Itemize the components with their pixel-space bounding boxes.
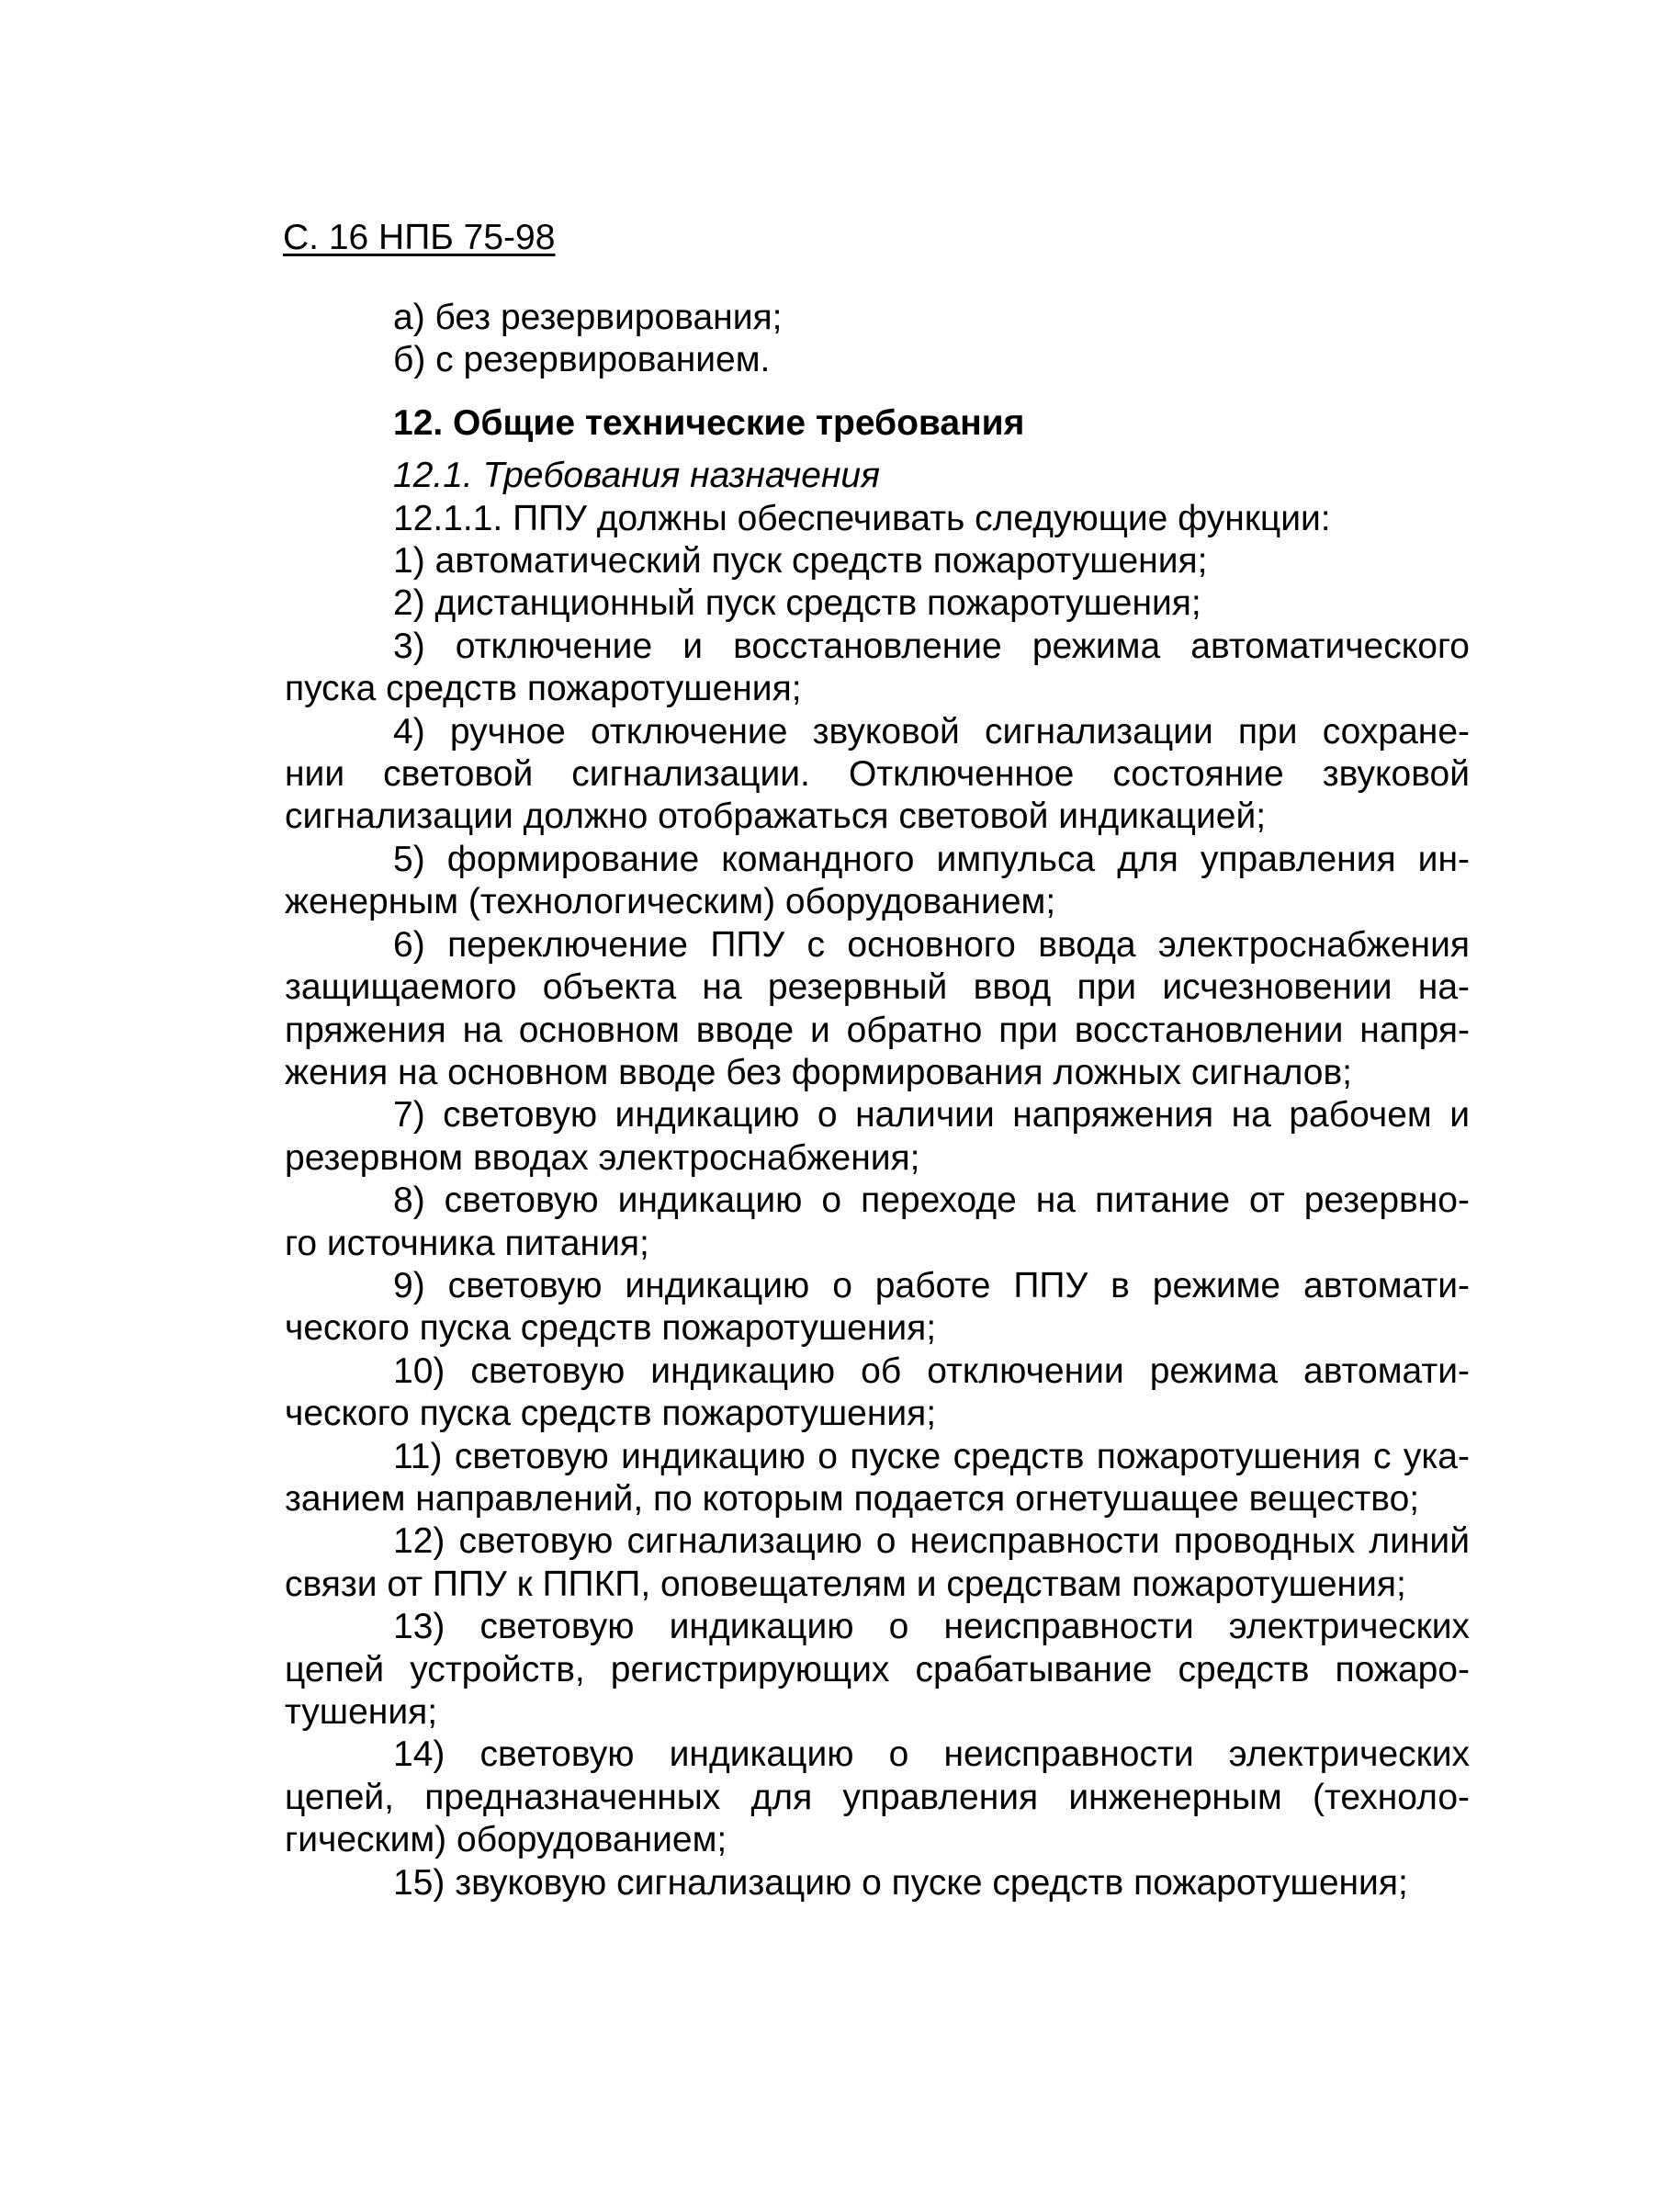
intro-item-a: а) без резервирования; [393,298,783,337]
list-item [285,1265,1470,1350]
list-item [285,839,1470,924]
function-list [285,540,1470,1904]
clause-text: 12.1.1. ППУ должны обеспечивать следующие функции: [393,498,1331,538]
list-item-line: 13) световую индикацию о неисправности электрических [393,1607,1470,1647]
list-item-line: 11) световую индикацию о пуске средств пожаротушения с ука- [393,1436,1470,1476]
list-item-line: 14) световую индикацию о неисправности электрических [393,1734,1470,1775]
list-item-line: ческого пуска средств пожаротушения; [285,1308,937,1349]
list-item-line: тушения; [285,1692,438,1732]
list-item-line: 12) световую сигнализацию о неисправности проводных линий [393,1521,1470,1562]
list-item [285,924,1470,1095]
page-header: С. 16 НПБ 75-98 [283,218,556,257]
list-item-line: сигнализации должно отображаться световой индикацией; [285,797,1267,837]
intro-item-b: б) с резервированием. [393,340,771,380]
list-item-line: го источника питания; [285,1223,649,1263]
list-item-line: защищаемого объекта на резервный ввод при исчезновении на- [285,967,1470,1008]
list-item [285,1094,1470,1180]
list-item-line: 4) ручное отключение звуковой сигнализации при сохране- [393,711,1470,751]
list-item [285,1350,1470,1436]
list-item [285,1180,1470,1265]
list-item-line: пряжения на основном вводе и обратно при восстановлении напря- [285,1010,1470,1050]
document-body [285,297,1470,1904]
list-item-line: цепей, предназначенных для управления инженерным (техноло- [285,1777,1470,1817]
list-item [285,1862,1470,1904]
list-item-line: жения на основном вводе без формирования ложных сигналов; [285,1052,1353,1092]
list-item-line: 7) световую индикацию о наличии напряжения на рабочем и [393,1095,1470,1136]
list-item-line: пуска средств пожаротушения; [285,669,802,709]
list-item-line: занием направлений, по которым подается огнетушащее вещество; [285,1478,1420,1519]
list-item [285,626,1470,711]
section-title: 12. Общие технические требования [393,402,1025,443]
list-item [285,1520,1470,1606]
list-item-line: 15) звуковую сигнализацию о пуске средств пожаротушения; [393,1862,1408,1903]
list-item-line: нии световой сигнализации. Отключенное состояние звуковой [285,754,1470,795]
list-item [285,1734,1470,1861]
list-item-line: 1) автоматический пуск средств пожаротушения; [393,541,1208,582]
list-item [285,711,1470,839]
list-item-line: 2) дистанционный пуск средств пожаротушения; [393,583,1201,624]
list-item-line: ческого пуска средств пожаротушения; [285,1394,937,1434]
list-item [285,582,1470,625]
list-item-line: цепей устройств, регистрирующих срабатывание средств пожаро- [285,1649,1470,1689]
list-item-line: 3) отключение и восстановление режима автоматического [393,626,1470,666]
list-item-line: 8) световую индикацию о переходе на питание от резервно- [393,1181,1470,1221]
list-item-line: связи от ППУ к ППКП, оповещателям и средствам пожаротушения; [285,1564,1406,1604]
list-item-line: резервном вводах электроснабжения; [285,1137,920,1178]
list-item-line: гическим) оборудованием; [285,1820,727,1860]
list-item-line: женерным (технологическим) оборудованием; [285,882,1056,922]
subsection-title: 12.1. Требования назначения [393,456,880,496]
list-item [285,1606,1470,1734]
list-item [285,1436,1470,1521]
list-item [285,540,1470,582]
list-item-line: 10) световую индикацию об отключении режима автомати- [393,1350,1470,1391]
list-item-line: 6) переключение ППУ с основного ввода электроснабжения [393,924,1470,965]
list-item-line: 9) световую индикацию о работе ППУ в режиме автомати- [393,1265,1470,1305]
list-item-line: 5) формирование командного импульса для управления ин- [393,839,1470,879]
